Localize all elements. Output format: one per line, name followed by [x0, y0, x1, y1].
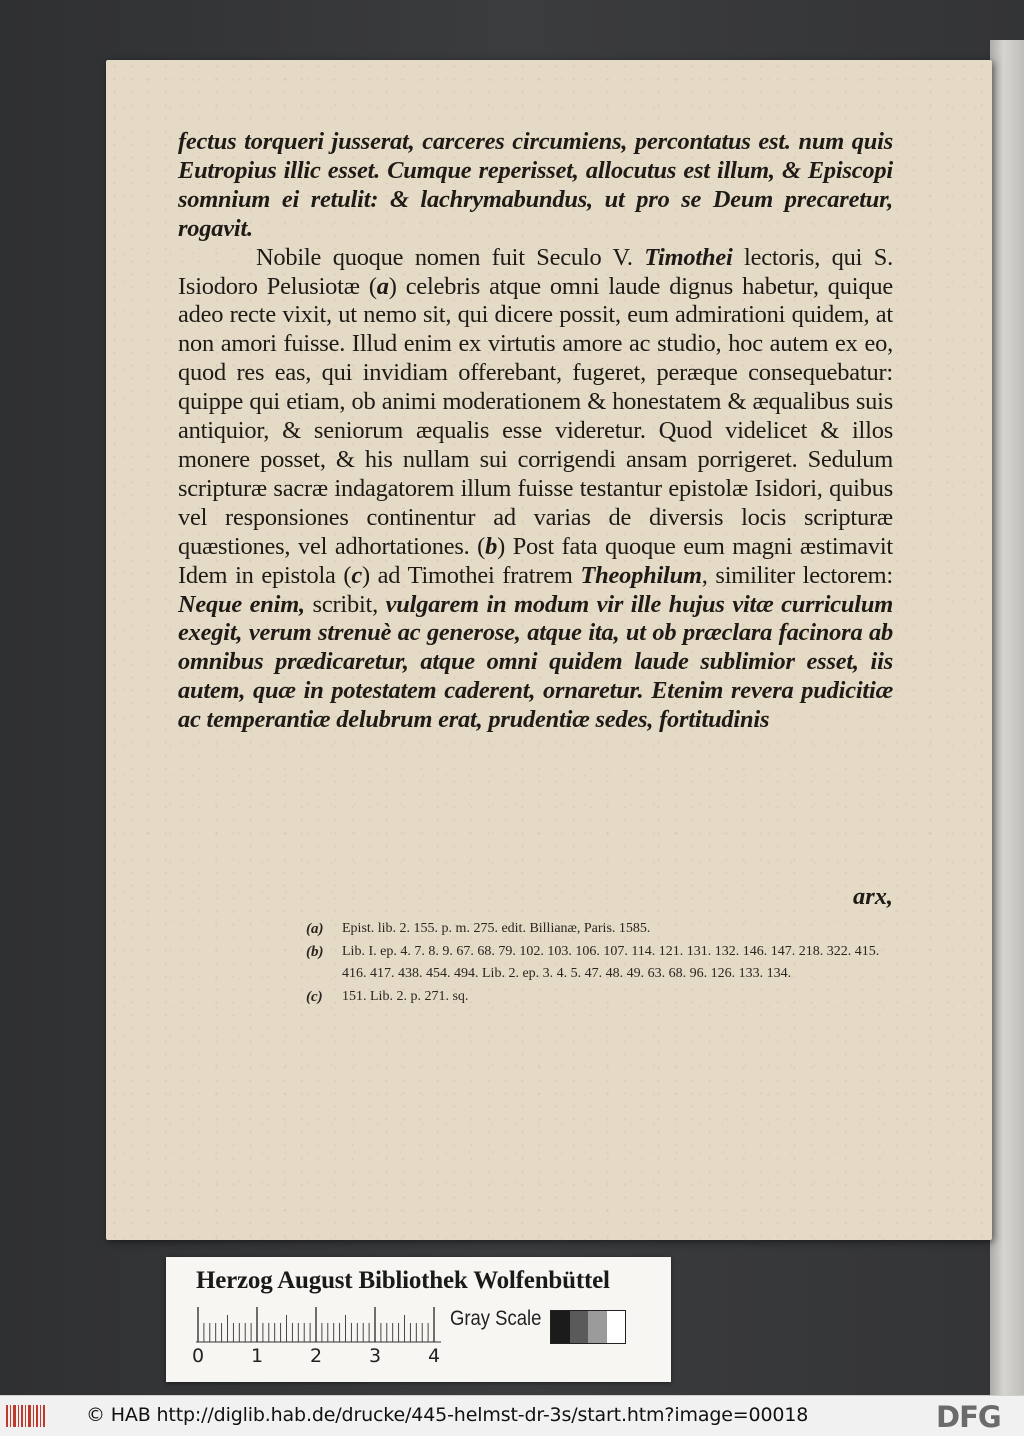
- dfg-logo: DFG: [936, 1400, 1001, 1434]
- page-body-text: [178, 128, 893, 735]
- footnote-mark: (c): [306, 988, 323, 1005]
- footnote-text: Epist. lib. 2. 155. p. m. 275. edit. Billianæ, Paris. 1585.: [342, 921, 651, 936]
- footnote-text: 151. Lib. 2. p. 271. sq.: [342, 988, 469, 1004]
- ruler-number: 1: [251, 1345, 264, 1367]
- gray-scale-swatches: [550, 1310, 626, 1344]
- ruler-numbers: [192, 1345, 452, 1371]
- catchword: arx,: [853, 883, 893, 910]
- text-run: Neque enim,: [178, 590, 305, 618]
- text-run: Timothei: [644, 243, 733, 271]
- copyright-url[interactable]: © HAB http://diglib.hab.de/drucke/445-helmst-dr-3s/start.htm?image=00018: [86, 1404, 809, 1426]
- text-run: , similiter lectorem:: [701, 561, 893, 589]
- text-run: c: [351, 561, 362, 589]
- footnotes: [306, 918, 896, 1008]
- library-name: Herzog August Bibliothek Wolfenbüttel: [196, 1267, 610, 1294]
- text-run: ) Post fata quoque eum magni æstimavit Idem in epistola (: [178, 532, 893, 589]
- gray-swatch: [551, 1311, 570, 1343]
- ruler-number: 2: [310, 1345, 323, 1367]
- viewer-footer: [0, 1395, 1024, 1436]
- gray-swatch: [588, 1311, 607, 1343]
- footnote-a: [306, 918, 896, 941]
- text-run: vulgarem in modum vir ille hujus vitæ curriculum exegit, verum strenuè ac generose, atque ita, ut ob præclara facinora ab omnibus prædicaretur, atque omni quidem laude sublimior esset, iis autem, quæ in potestatem caderent, ornaretur. Etenim revera pudicitiæ ac temperantiæ delubrum erat, prudentiæ sedes, fortitudinis: [178, 590, 894, 734]
- footnote-text: Lib. I. ep. 4. 7. 8. 9. 67. 68. 79. 102. 103. 106. 107. 114. 121. 131. 132. 146. 147. 218. 322. 415. 416. 417. 438. 454. 494. Lib. 2. ep. 3. 4. 5. 47. 48. 49. 63. 68. 96. 126. 133. 134.: [342, 943, 880, 981]
- text-run: scribit,: [304, 590, 386, 618]
- text-run: Theophilum: [580, 561, 702, 589]
- library-label-card: [166, 1257, 671, 1382]
- gray-swatch: [607, 1311, 626, 1343]
- text-run: ) ad Timothei fratrem: [361, 561, 581, 589]
- text-run: a: [376, 272, 389, 300]
- ruler-scale: [196, 1307, 441, 1343]
- footnote-b: [306, 941, 896, 986]
- page-edge: [990, 40, 1024, 1395]
- footnote-mark: (b): [306, 943, 324, 960]
- gray-scale-label: Gray Scale: [450, 1307, 542, 1330]
- ruler-number: 3: [369, 1345, 382, 1367]
- hab-barcode-icon: [6, 1403, 46, 1429]
- text-run: lectoris, qui S. Isiodoro Pelusiotæ (: [178, 243, 893, 300]
- ruler-number: 0: [192, 1345, 205, 1367]
- gray-swatch: [570, 1311, 589, 1343]
- paragraph-1: [178, 128, 893, 244]
- paragraph-2: [178, 244, 893, 735]
- footnote-mark: (a): [306, 921, 324, 937]
- text-run: fectus torqueri jusserat, carceres circumiens, percontatus est. num quis Eutropius illic esset. Cumque reperisset, allocutus est illum, & Episcopi somnium ei retulit: & lachrymabundus, ut pro se Deum precaretur, rogavit.: [178, 128, 893, 242]
- text-run: Nobile quoque nomen fuit Seculo V.: [256, 243, 645, 271]
- text-run: ) celebris atque omni laude dignus habetur, quique adeo recte vixit, ut nemo sit, qui dicere possit, eum admirationi quidem, at non amori fuisse. Illud enim ex virtutis amore ac studio, hoc autem ex eo, quod res eas, qui invidiam offerebant, fugeret, peræque consequebatur: quippe qui etiam, ob animi moderationem & honestatem & æqualibus suis antiquior, & seniorum æqualis esse videretur. Quod videlicet & illos monere posset, & his nullam sui corrigendi ansam porrigeret. Sedulum scripturæ sacræ indagatorem illum fuisse testantur epistolæ Isidori, quibus vel responsiones continentur ad varias de diversis locis scripturæ quæstiones, vel adhortationes. (: [178, 272, 893, 560]
- ruler-number: 4: [428, 1345, 441, 1367]
- text-run: b: [485, 532, 498, 560]
- footnote-c: [306, 986, 896, 1009]
